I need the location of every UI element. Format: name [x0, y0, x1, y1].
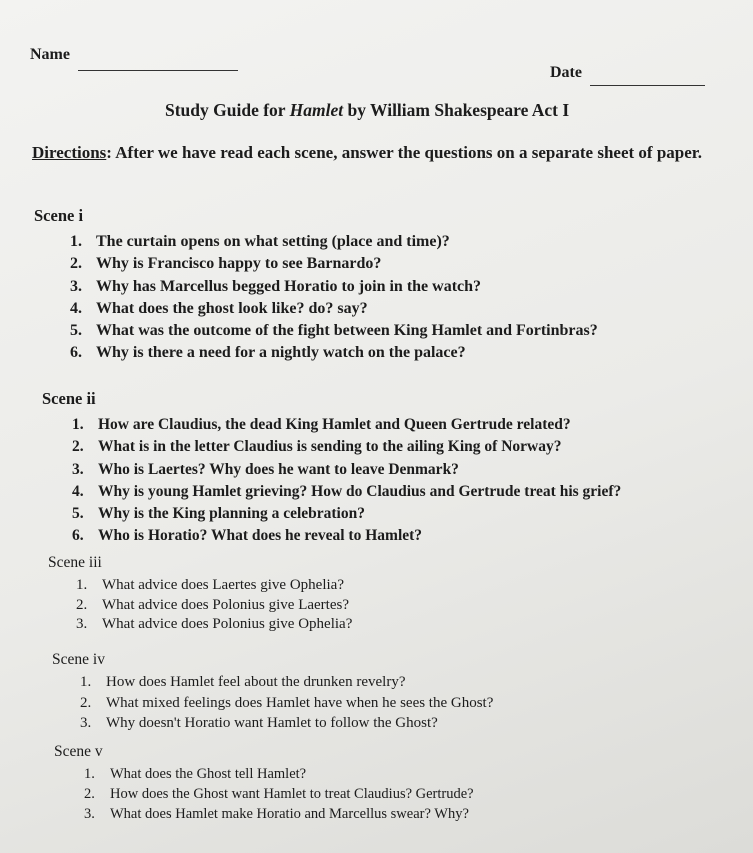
- question-text: What advice does Laertes give Ophelia?: [102, 577, 344, 593]
- question-text: Why doesn't Horatio want Hamlet to follow the Ghost?: [106, 715, 438, 731]
- question-item: [72, 416, 621, 438]
- question-item: [70, 278, 598, 300]
- question-text: How does Hamlet feel about the drunken revelry?: [106, 674, 406, 690]
- question-item: [72, 438, 621, 460]
- question-text: How are Claudius, the dead King Hamlet and Queen Gertrude related?: [98, 416, 571, 433]
- scene-section: [48, 554, 352, 636]
- question-number: 6.: [70, 344, 82, 362]
- question-item: [70, 322, 598, 344]
- question-text: The curtain opens on what setting (place and time)?: [96, 233, 450, 250]
- question-text: What does the ghost look like? do? say?: [96, 299, 368, 317]
- question-item: [70, 344, 598, 366]
- question-number: 4.: [72, 482, 84, 500]
- question-item: [76, 597, 352, 617]
- question-list: [80, 674, 493, 736]
- directions-label: Directions: [32, 143, 107, 162]
- question-number: 3.: [70, 277, 82, 295]
- question-text: Who is Laertes? Why does he want to leave Denmark?: [98, 460, 459, 478]
- question-number: 5.: [72, 505, 84, 523]
- question-item: [70, 233, 598, 255]
- question-text: Why is young Hamlet grieving? How do Claudius and Gertrude treat his grief?: [98, 482, 622, 500]
- scene-section: [52, 651, 493, 736]
- question-item: [84, 806, 474, 826]
- question-item: [80, 674, 493, 695]
- question-number: 3.: [84, 806, 95, 822]
- question-number: 1.: [84, 766, 95, 782]
- page-title: [165, 100, 569, 121]
- question-text: What advice does Polonius give Laertes?: [102, 596, 350, 613]
- title-work: Hamlet: [289, 100, 344, 120]
- question-text: Why has Marcellus begged Horatio to join in the watch?: [96, 277, 482, 295]
- name-label: Name: [30, 46, 70, 63]
- question-item: [84, 786, 474, 806]
- date-label: Date: [550, 64, 582, 81]
- question-text: What mixed feelings does Hamlet have when he sees the Ghost?: [106, 694, 494, 711]
- question-text: What advice does Polonius give Ophelia?: [102, 616, 353, 632]
- directions-text: : After we have read each scene, answer the questions on a separate sheet of paper.: [106, 143, 703, 162]
- question-number: 3.: [80, 715, 92, 731]
- question-item: [72, 505, 621, 527]
- question-item: [84, 766, 474, 786]
- question-number: 6.: [72, 527, 84, 545]
- question-item: [70, 255, 598, 277]
- question-number: 3.: [76, 616, 88, 632]
- question-number: 2.: [80, 694, 92, 711]
- question-item: [80, 715, 493, 736]
- question-number: 2.: [70, 255, 82, 273]
- question-item: [72, 527, 621, 549]
- question-text: Why is the King planning a celebration?: [98, 505, 365, 523]
- question-number: 2.: [72, 438, 84, 456]
- scene-section: [42, 389, 621, 550]
- date-blank-line: [590, 85, 705, 86]
- question-number: 2.: [84, 786, 95, 802]
- directions: [32, 142, 712, 163]
- title-prefix: Study Guide for: [165, 100, 290, 120]
- title-suffix: by William Shakespeare Act I: [343, 100, 570, 120]
- question-item: [76, 577, 352, 597]
- question-text: What was the outcome of the fight between King Hamlet and Fortinbras?: [96, 322, 598, 340]
- question-text: How does the Ghost want Hamlet to treat Claudius? Gertrude?: [110, 786, 474, 802]
- question-list: [72, 416, 621, 550]
- question-text: What does Hamlet make Horatio and Marcellus swear? Why?: [110, 806, 469, 822]
- question-list: [84, 766, 474, 826]
- scene-heading: Scene iii: [48, 554, 102, 571]
- scene-section: [54, 743, 474, 826]
- question-list: [70, 233, 598, 367]
- question-text: Why is there a need for a nightly watch on the palace?: [96, 344, 466, 362]
- name-blank-line: [78, 70, 238, 71]
- question-text: Who is Horatio? What does he reveal to Hamlet?: [98, 527, 423, 545]
- question-number: 1.: [80, 674, 92, 690]
- question-number: 1.: [76, 577, 88, 593]
- scene-heading: Scene i: [34, 206, 84, 225]
- question-number: 1.: [70, 233, 82, 250]
- question-number: 1.: [72, 416, 84, 433]
- scene-heading: Scene ii: [42, 389, 96, 408]
- question-number: 3.: [72, 460, 84, 478]
- question-text: What does the Ghost tell Hamlet?: [110, 766, 307, 782]
- question-number: 2.: [76, 596, 88, 613]
- question-number: 4.: [70, 299, 82, 317]
- question-text: What is in the letter Claudius is sending to the ailing King of Norway?: [98, 438, 562, 456]
- scene-heading: Scene iv: [52, 651, 105, 668]
- question-item: [70, 300, 598, 322]
- question-item: [76, 616, 352, 636]
- question-number: 5.: [70, 322, 82, 340]
- question-text: Why is Francisco happy to see Barnardo?: [96, 255, 382, 273]
- scene-heading: Scene v: [54, 743, 103, 760]
- question-item: [72, 483, 621, 505]
- scene-section: [34, 206, 598, 367]
- question-item: [72, 461, 621, 483]
- question-list: [76, 577, 352, 636]
- question-item: [80, 695, 493, 716]
